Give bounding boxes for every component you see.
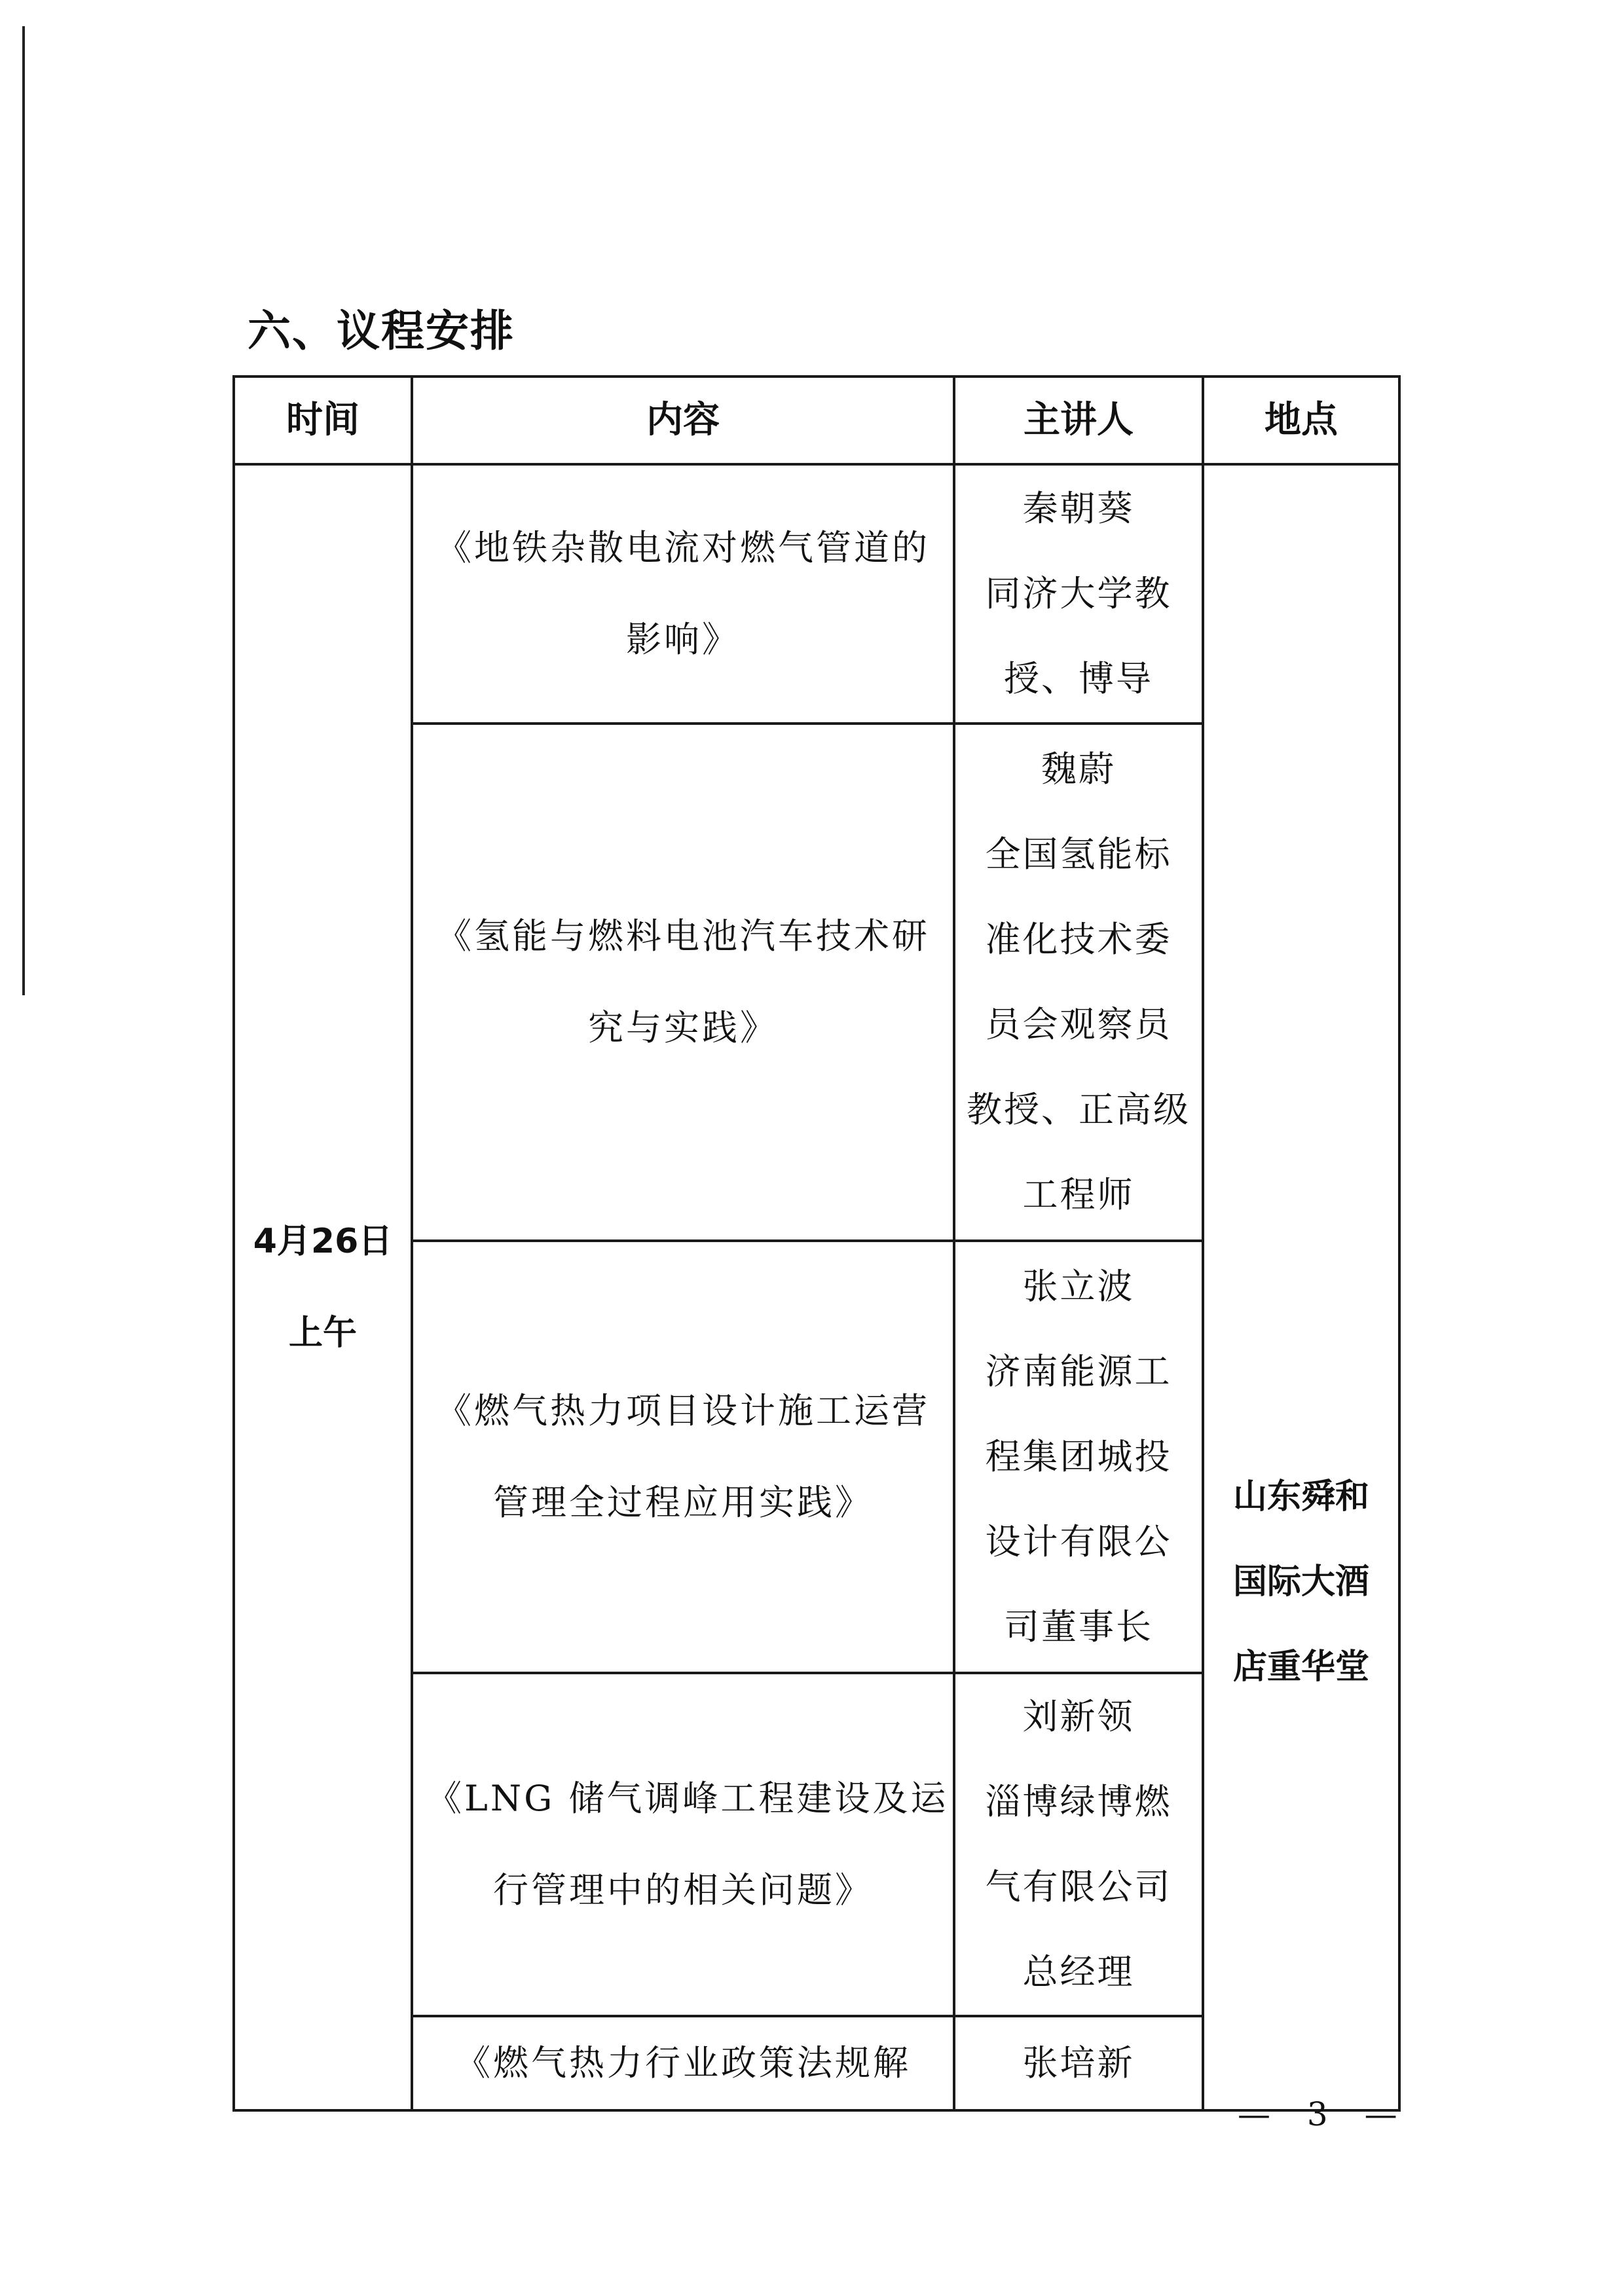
speaker-name: 魏蔚: [1041, 748, 1116, 790]
content-line: 《燃气热力行业政策法规解: [455, 2042, 911, 2084]
section-title: 六、议程安排: [248, 306, 515, 356]
speaker-title-line: 准化技术委: [985, 919, 1172, 960]
time-date: 4月26日: [253, 1222, 393, 1261]
speaker-name: 张立波: [1022, 1266, 1135, 1307]
content-cell: [412, 724, 954, 1241]
place-line: 店重华堂: [1232, 1647, 1369, 1687]
place-cell: [1203, 464, 1399, 2110]
content-line: 影响》: [626, 619, 740, 660]
content-line: 《燃气热力项目设计施工运营: [436, 1390, 930, 1431]
speaker-name: 秦朝葵: [1022, 488, 1135, 529]
speaker-name: 张培新: [1022, 2042, 1135, 2084]
speaker-title-line: 设计有限公: [985, 1521, 1172, 1562]
speaker-name: 刘新领: [1022, 1696, 1135, 1737]
speaker-title-line: 授、博导: [1004, 658, 1153, 699]
header-content: 内容: [412, 376, 954, 464]
speaker-cell: [954, 1241, 1203, 1673]
content-line: 《氢能与燃料电池汽车技术研: [436, 915, 930, 957]
content-cell: [412, 1241, 954, 1673]
speaker-title-line: 程集团城投: [985, 1436, 1172, 1477]
speaker-cell: [954, 464, 1203, 724]
speaker-title-line: 淄博绿博燃: [985, 1781, 1172, 1822]
header-time: 时间: [234, 376, 412, 464]
content-cell: [412, 1673, 954, 2016]
speaker-cell: [954, 2016, 1203, 2110]
content-line: 究与实践》: [588, 1007, 778, 1048]
speaker-title-line: 济南能源工: [985, 1351, 1172, 1392]
content-line: 行管理中的相关问题》: [493, 1869, 873, 1911]
time-cell: [234, 464, 412, 2110]
table-row: [234, 464, 1399, 724]
place-line: 山东舜和: [1232, 1477, 1369, 1516]
speaker-title-line: 气有限公司: [985, 1866, 1172, 1907]
speaker-title-line: 教授、正高级: [967, 1089, 1190, 1130]
speaker-title-line: 司董事长: [1004, 1606, 1153, 1647]
content-line: 管理全过程应用实践》: [493, 1482, 873, 1523]
speaker-title-line: 员会观察员: [985, 1004, 1172, 1045]
binding-margin-line: [22, 26, 25, 995]
header-row: [234, 376, 1399, 464]
content-cell: [412, 2016, 954, 2110]
place-line: 国际大酒: [1232, 1562, 1369, 1602]
speaker-title-line: 总经理: [1022, 1951, 1135, 1992]
speaker-cell: [954, 1673, 1203, 2016]
speaker-title-line: 同济大学教: [985, 573, 1172, 614]
time-period: 上午: [288, 1313, 357, 1353]
speaker-title-line: 工程师: [1022, 1174, 1135, 1215]
speaker-title-line: 全国氢能标: [985, 834, 1172, 875]
header-place: 地点: [1203, 376, 1399, 464]
content-line: 《LNG 储气调峰工程建设及运: [426, 1778, 949, 1819]
header-speaker: 主讲人: [954, 376, 1203, 464]
agenda-table: [232, 375, 1401, 2112]
speaker-cell: [954, 724, 1203, 1241]
content-cell: [412, 464, 954, 724]
content-line: 《地铁杂散电流对燃气管道的: [436, 527, 930, 568]
page-number: — 3 —: [1238, 2095, 1411, 2133]
